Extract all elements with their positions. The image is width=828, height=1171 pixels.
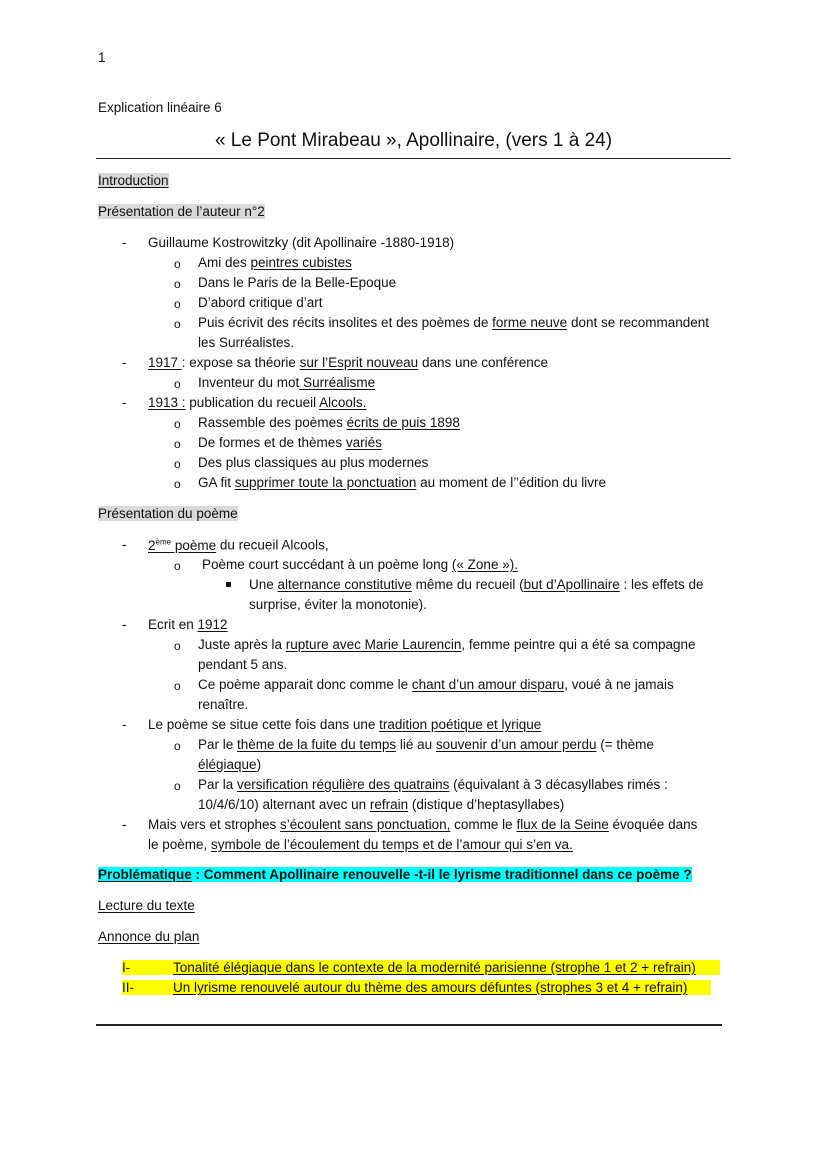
- author-line-3d: GA fit supprimer toute la ponctuation au moment de l’’édition du livre: [198, 475, 606, 490]
- dash-bullet: -: [122, 617, 127, 632]
- circle-bullet: o: [174, 297, 181, 311]
- circle-bullet: o: [174, 639, 181, 653]
- author-line-1c: D’abord critique d’art: [198, 295, 323, 310]
- section-introduction: Introduction: [98, 173, 169, 188]
- page-number: 1: [98, 50, 106, 65]
- title-rule: [96, 158, 731, 159]
- author-line-1a: Ami des peintres cubistes: [198, 255, 352, 270]
- poem-line-2b-cont: renaître.: [198, 697, 249, 712]
- author-line-2a: Inventeur du mot Surréalisme: [198, 375, 376, 390]
- section-plan: Annonce du plan: [98, 929, 200, 944]
- circle-bullet: o: [174, 277, 181, 291]
- lesson-label: Explication linéaire 6: [98, 100, 222, 115]
- circle-bullet: o: [174, 779, 181, 793]
- section-author: Présentation de l’auteur n°2: [98, 204, 265, 219]
- circle-bullet: o: [174, 739, 181, 753]
- poem-line-3b: Par la versification régulière des quatrains (équivalant à 3 décasyllabes rimés :: [198, 777, 668, 792]
- circle-bullet: o: [174, 477, 181, 491]
- plan-item-2: II- Un lyrisme renouvelé autour du thème des amours défuntes (strophes 3 et 4 + refrain): [122, 980, 711, 995]
- dash-bullet: -: [122, 537, 127, 552]
- poem-line-3: Le poème se situe cette fois dans une tradition poétique et lyrique: [148, 717, 542, 732]
- author-line-3b: De formes et de thèmes variés: [198, 435, 382, 450]
- circle-bullet: o: [174, 437, 181, 451]
- author-line-3c: Des plus classiques au plus modernes: [198, 455, 429, 470]
- author-line-1: Guillaume Kostrowitzky (dit Apollinaire -1880-1918): [148, 235, 455, 250]
- poem-line-3a-cont: élégiaque): [198, 757, 262, 772]
- circle-bullet: o: [174, 317, 181, 331]
- poem-line-1a1: Une alternance constitutive même du recueil (but d’Apollinaire : les effets de: [249, 577, 704, 592]
- poem-line-2b: Ce poème apparait donc comme le chant d’un amour disparu, voué à ne jamais: [198, 677, 674, 692]
- poem-line-2a-cont: pendant 5 ans.: [198, 657, 288, 672]
- circle-bullet: o: [174, 559, 181, 573]
- plan-item-1: I- Tonalité élégiaque dans le contexte de la modernité parisienne (strophe 1 et 2 + refrain): [122, 960, 720, 975]
- poem-line-4-cont: le poème, symbole de l’écoulement du temps et de l’amour qui s’en va.: [148, 837, 573, 852]
- dash-bullet: -: [122, 717, 127, 732]
- dash-bullet: -: [122, 395, 127, 410]
- section-poem: Présentation du poème: [98, 506, 238, 521]
- poem-line-1: 2ème poème du recueil Alcools,: [148, 537, 329, 553]
- circle-bullet: o: [174, 679, 181, 693]
- poem-line-2a: Juste après la rupture avec Marie Laurencin, femme peintre qui a été sa compagne: [198, 637, 696, 652]
- poem-line-3a: Par le thème de la fuite du temps lié au souvenir d’un amour perdu (= thème: [198, 737, 654, 752]
- section-reading: Lecture du texte: [98, 898, 195, 913]
- author-line-3: 1913 : publication du recueil Alcools.: [148, 395, 367, 410]
- bottom-rule: [96, 1024, 722, 1026]
- author-line-1b: Dans le Paris de la Belle-Epoque: [198, 275, 397, 290]
- dash-bullet: -: [122, 355, 127, 370]
- poem-line-1a: Poème court succédant à un poème long (« Zone »).: [202, 557, 518, 572]
- poem-line-3b-cont: 10/4/6/10) alternant avec un refrain (distique d’heptasyllabes): [198, 797, 565, 812]
- dash-bullet: -: [122, 235, 127, 250]
- square-bullet: [226, 582, 231, 587]
- poem-line-1a1-cont: surprise, éviter la monotonie).: [249, 597, 427, 612]
- dash-bullet: -: [122, 817, 127, 832]
- page-title: « Le Pont Mirabeau », Apollinaire, (vers 1 à 24): [214, 130, 613, 151]
- circle-bullet: o: [174, 257, 181, 271]
- author-line-3a: Rassemble des poèmes écrits de puis 1898: [198, 415, 460, 430]
- circle-bullet: o: [174, 457, 181, 471]
- author-line-1d: Puis écrivit des récits insolites et des poèmes de forme neuve dont se recommandent: [198, 315, 710, 330]
- poem-line-4: Mais vers et strophes s’écoulent sans ponctuation, comme le flux de la Seine évoquée dans: [148, 817, 698, 832]
- author-line-1d-cont: les Surréalistes.: [198, 335, 295, 350]
- circle-bullet: o: [174, 377, 181, 391]
- problematique: Problématique : Comment Apollinaire renouvelle -t-il le lyrisme traditionnel dans ce poème ?: [98, 867, 692, 882]
- author-line-2: 1917 : expose sa théorie sur l’Esprit nouveau dans une conférence: [148, 355, 549, 370]
- circle-bullet: o: [174, 417, 181, 431]
- poem-line-2: Ecrit en 1912: [148, 617, 228, 632]
